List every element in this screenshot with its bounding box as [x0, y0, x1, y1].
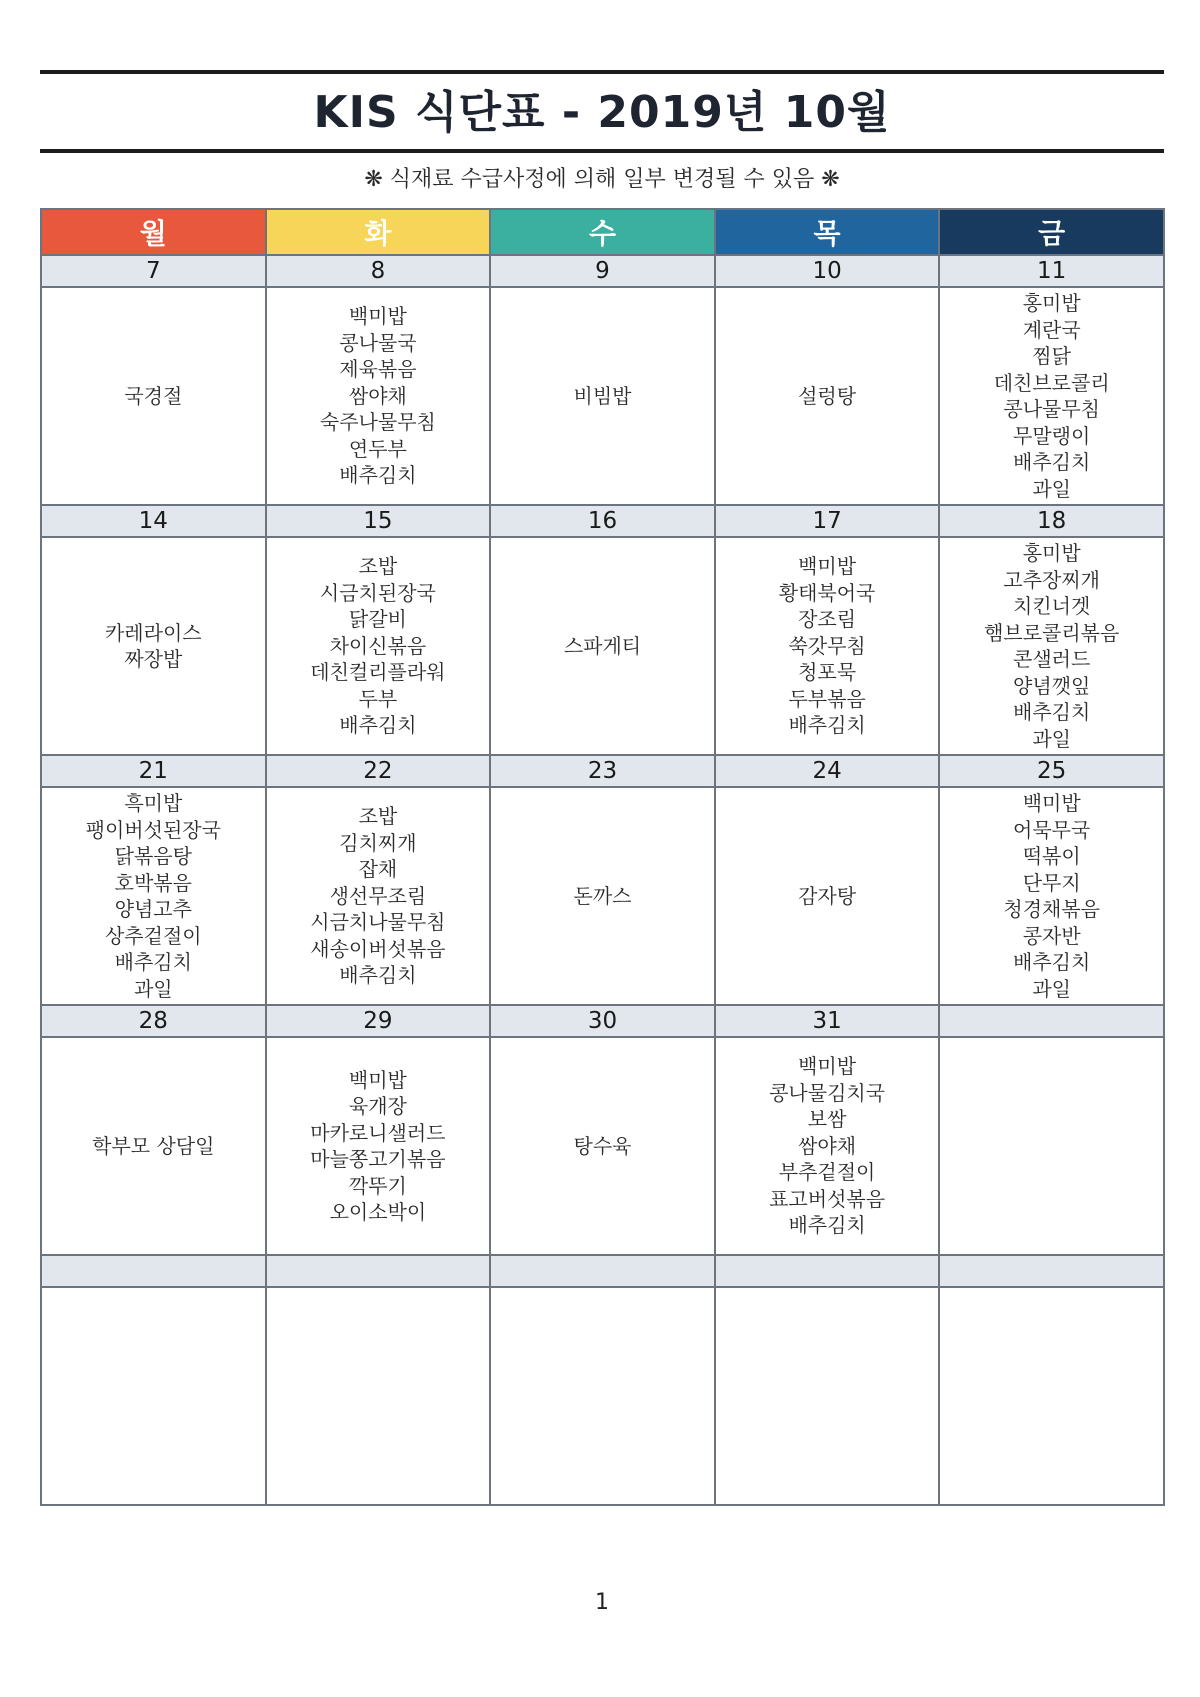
menu-item: 콩자반	[1022, 923, 1081, 948]
menu-item: 마늘쫑고기볶음	[310, 1147, 446, 1171]
date-cell: 8	[266, 255, 491, 287]
date-cell: 11	[939, 255, 1164, 287]
weekday-header-tue: 화	[266, 209, 491, 255]
menu-item: 양념깻잎	[1013, 673, 1091, 698]
date-cell: 21	[41, 755, 266, 787]
menu-item: 숙주나물무침	[319, 410, 436, 435]
menu-row	[41, 1037, 1164, 1255]
menu-item: 설렁탕	[798, 383, 857, 408]
menu-item: 과일	[133, 976, 173, 1001]
menu-cell	[939, 1287, 1164, 1505]
menu-item: 백미밥	[348, 1067, 407, 1092]
menu-item: 청경채볶음	[1003, 897, 1100, 921]
menu-item: 닭볶음탕	[114, 844, 192, 868]
date-cell: 30	[490, 1005, 715, 1037]
menu-item: 짜장밥	[124, 647, 183, 671]
menu-item: 탕수육	[573, 1133, 632, 1158]
menu-item: 계란국	[1022, 317, 1081, 342]
menu-cell	[490, 1037, 715, 1255]
weekday-header-thu: 목	[715, 209, 940, 255]
menu-item: 제육볶음	[339, 357, 417, 382]
menu-item: 배추김치	[1013, 700, 1091, 724]
menu-item: 양념고추	[114, 897, 192, 921]
title-bottom-rule	[40, 149, 1164, 153]
menu-item: 차이신볶음	[329, 633, 427, 658]
menu-item: 생선무조림	[329, 883, 427, 908]
date-cell: 7	[41, 255, 266, 287]
menu-cell	[490, 537, 715, 755]
menu-item: 배추김치	[114, 950, 192, 974]
menu-item: 시금치나물무침	[310, 910, 446, 935]
menu-cell	[715, 1287, 940, 1505]
menu-cell	[41, 1037, 266, 1255]
menu-item: 닭갈비	[348, 607, 407, 632]
menu-cell	[41, 787, 266, 1005]
menu-item: 쌈야채	[798, 1133, 857, 1158]
menu-item: 깍뚜기	[348, 1173, 407, 1198]
date-row	[41, 505, 1164, 537]
weekday-header-row	[41, 209, 1164, 255]
date-cell: 16	[490, 505, 715, 537]
menu-cell	[41, 287, 266, 505]
calendar-body	[41, 255, 1164, 1505]
date-row	[41, 1255, 1164, 1287]
menu-item: 홍미밥	[1022, 291, 1081, 315]
date-cell	[715, 1255, 940, 1287]
menu-item: 팽이버섯된장국	[85, 817, 221, 842]
menu-item: 배추김치	[339, 463, 417, 488]
menu-item: 백미밥	[798, 1054, 857, 1079]
title-top-rule	[40, 70, 1164, 74]
menu-item: 호박볶음	[114, 870, 192, 895]
date-cell: 28	[41, 1005, 266, 1037]
menu-row	[41, 287, 1164, 505]
menu-item: 김치찌개	[339, 830, 417, 855]
menu-cell	[939, 287, 1164, 505]
menu-item: 떡볶이	[1022, 844, 1081, 868]
menu-item: 배추김치	[339, 713, 417, 738]
menu-item: 배추김치	[1013, 450, 1091, 474]
menu-cell	[939, 1037, 1164, 1255]
page-number: 1	[595, 1590, 609, 1615]
menu-cell	[939, 787, 1164, 1005]
menu-item: 국경절	[124, 383, 183, 408]
menu-item: 학부모 상담일	[92, 1133, 215, 1158]
menu-item: 두부볶음	[788, 686, 866, 711]
menu-item: 콩나물국	[339, 330, 417, 355]
date-cell	[266, 1255, 491, 1287]
menu-item: 카레라이스	[104, 620, 202, 645]
menu-cell	[41, 537, 266, 755]
meal-calendar	[40, 208, 1165, 1506]
menu-item: 새송이버섯볶음	[310, 936, 446, 961]
menu-item: 비빔밥	[573, 383, 632, 408]
date-row	[41, 1005, 1164, 1037]
menu-cell	[715, 537, 940, 755]
date-cell: 18	[939, 505, 1164, 537]
date-cell	[41, 1255, 266, 1287]
menu-item: 스파게티	[563, 633, 642, 658]
date-cell: 14	[41, 505, 266, 537]
menu-item: 배추김치	[339, 963, 417, 988]
menu-item: 치킨너겟	[1013, 594, 1091, 618]
menu-cell	[490, 1287, 715, 1505]
date-cell: 10	[715, 255, 940, 287]
menu-item: 과일	[1032, 726, 1071, 751]
weekday-header-mon: 월	[41, 209, 266, 255]
menu-cell	[490, 287, 715, 505]
date-cell: 25	[939, 755, 1164, 787]
menu-item: 백미밥	[798, 554, 857, 579]
menu-item: 과일	[1032, 476, 1071, 501]
date-cell: 23	[490, 755, 715, 787]
menu-cell	[266, 287, 491, 505]
menu-item: 장조림	[798, 607, 857, 632]
date-cell: 9	[490, 255, 715, 287]
menu-cell	[266, 1037, 491, 1255]
menu-cell	[266, 537, 491, 755]
menu-row	[41, 787, 1164, 1005]
menu-item: 마카로니샐러드	[310, 1120, 446, 1145]
menu-item: 데친브로콜리	[993, 370, 1110, 395]
menu-cell	[41, 1287, 266, 1505]
menu-item: 무말랭이	[1013, 423, 1091, 448]
menu-item: 시금치된장국	[319, 580, 436, 605]
menu-item: 두부	[358, 686, 398, 711]
date-cell: 31	[715, 1005, 940, 1037]
menu-item: 오이소박이	[329, 1200, 427, 1224]
menu-item: 찜닭	[1032, 344, 1071, 368]
menu-item: 쌈야채	[348, 383, 407, 408]
menu-cell	[266, 1287, 491, 1505]
menu-item: 백미밥	[348, 304, 407, 329]
menu-item: 어묵무국	[1013, 817, 1091, 842]
menu-item: 조밥	[358, 804, 398, 829]
menu-cell	[490, 787, 715, 1005]
menu-item: 청포묵	[798, 660, 857, 685]
menu-item: 황태북어국	[778, 580, 876, 605]
date-cell: 24	[715, 755, 940, 787]
menu-cell	[715, 1037, 940, 1255]
date-cell: 22	[266, 755, 491, 787]
menu-item: 보쌈	[807, 1107, 847, 1132]
menu-item: 배추김치	[1013, 950, 1091, 974]
menu-cell	[939, 537, 1164, 755]
weekday-header-fri: 금	[939, 209, 1164, 255]
weekday-header-wed: 수	[490, 209, 715, 255]
notice-text: ❋ 식재료 수급사정에 의해 일부 변경될 수 있음 ❋	[364, 167, 840, 192]
menu-item: 배추김치	[788, 1213, 866, 1238]
date-row	[41, 255, 1164, 287]
menu-cell	[715, 787, 940, 1005]
menu-cell	[715, 287, 940, 505]
menu-row	[41, 1287, 1164, 1505]
menu-item: 연두부	[348, 436, 407, 461]
menu-item: 상추겉절이	[104, 923, 202, 948]
date-cell: 17	[715, 505, 940, 537]
date-cell	[939, 1005, 1164, 1037]
menu-item: 단무지	[1022, 870, 1081, 895]
menu-item: 돈까스	[573, 883, 632, 908]
menu-item: 부추겉절이	[778, 1160, 876, 1185]
menu-item: 배추김치	[788, 713, 866, 738]
menu-item: 햄브로콜리볶음	[984, 620, 1120, 645]
menu-item: 잡채	[358, 857, 398, 882]
page-title: KIS 식단표 - 2019년 10월	[313, 87, 891, 138]
menu-item: 콩나물김치국	[769, 1080, 886, 1105]
menu-cell	[266, 787, 491, 1005]
date-cell: 29	[266, 1005, 491, 1037]
menu-item: 홍미밥	[1022, 541, 1081, 565]
menu-item: 고추장찌개	[1003, 567, 1100, 592]
menu-item: 백미밥	[1022, 791, 1081, 815]
menu-item: 감자탕	[798, 883, 857, 908]
date-cell	[490, 1255, 715, 1287]
menu-item: 조밥	[358, 554, 398, 579]
menu-row	[41, 537, 1164, 755]
menu-item: 과일	[1032, 976, 1071, 1001]
date-row	[41, 755, 1164, 787]
menu-item: 쑥갓무침	[788, 633, 866, 658]
date-cell: 15	[266, 505, 491, 537]
menu-item: 데친컬리플라워	[310, 660, 446, 685]
menu-item: 육개장	[348, 1094, 407, 1118]
date-cell	[939, 1255, 1164, 1287]
menu-item: 표고버섯볶음	[769, 1186, 886, 1211]
menu-item: 흑미밥	[124, 791, 183, 815]
menu-item: 콘샐러드	[1013, 647, 1091, 671]
menu-item: 콩나물무침	[1003, 397, 1100, 421]
